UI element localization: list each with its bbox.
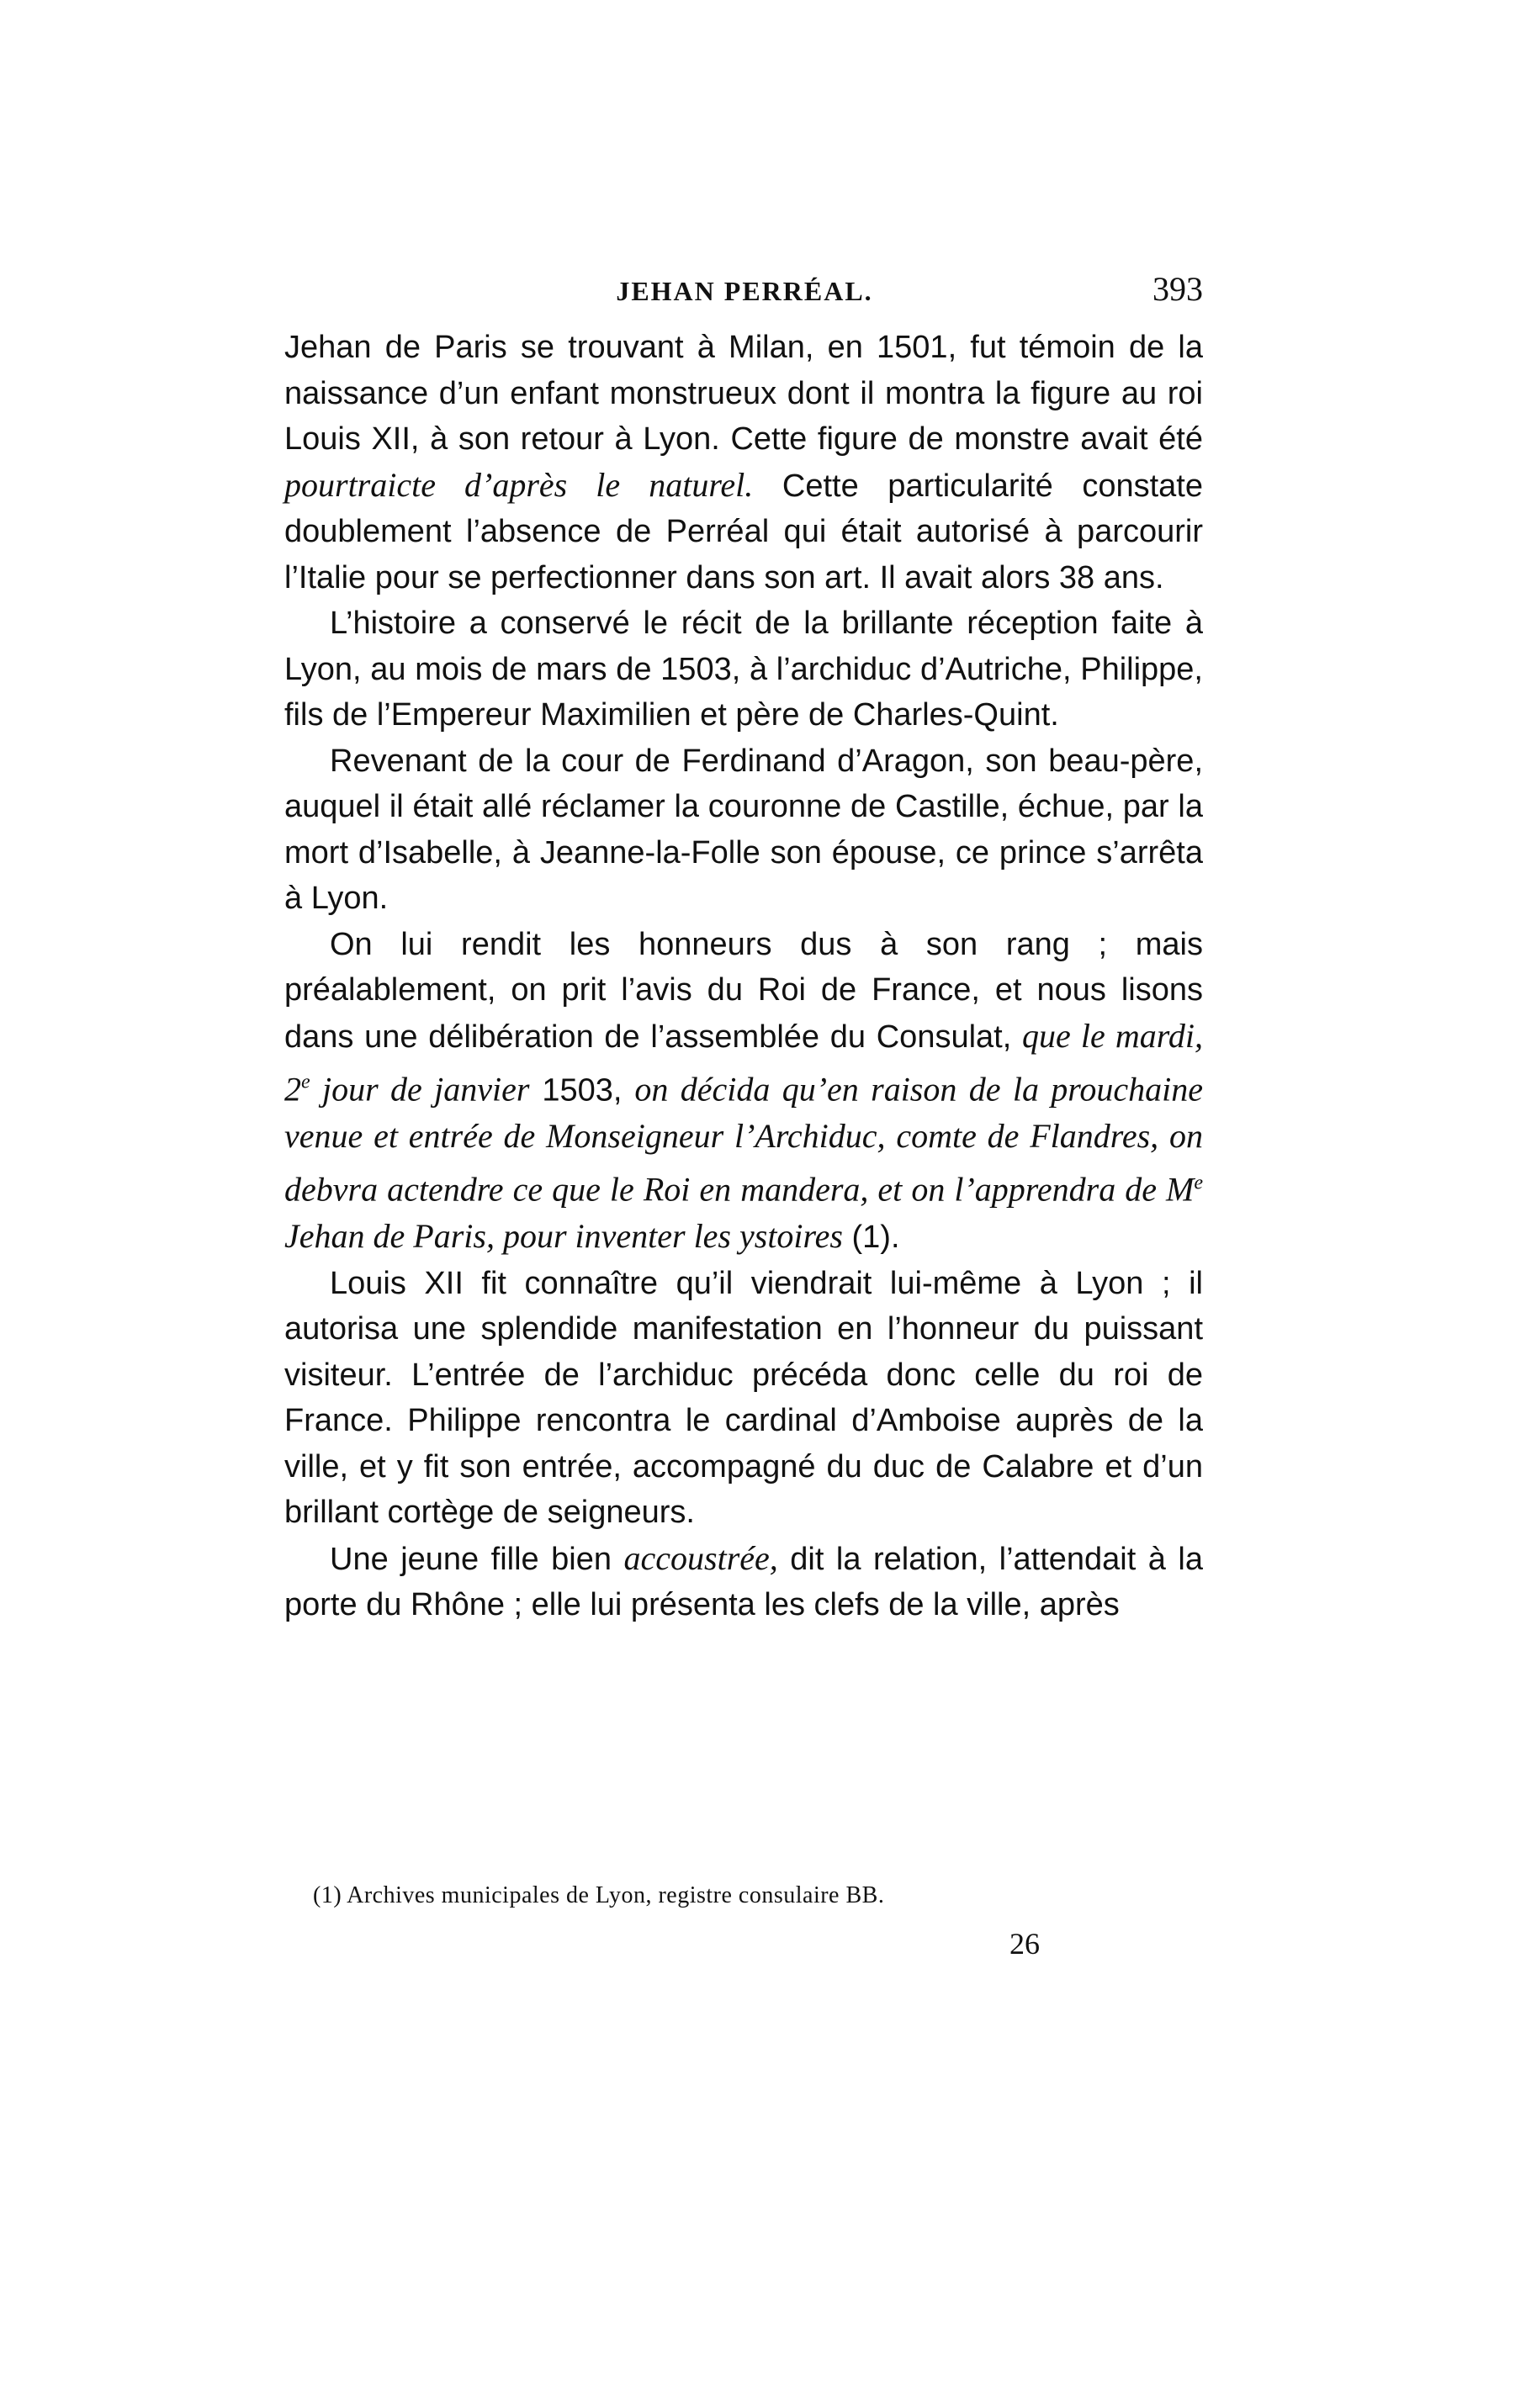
italic-text: e xyxy=(301,1072,310,1093)
paragraph xyxy=(284,325,1203,601)
text-run: Cette particularité constate doublement l’absence de Perréal qui était autorisé à parcourir l’Italie pour se perfectionner dans son art. Il avait alors 38 ans. xyxy=(284,468,1203,595)
page-number: 393 xyxy=(1152,270,1203,308)
text-run: Une jeune fille bien xyxy=(330,1541,624,1577)
running-title: JEHAN PERRÉAL. xyxy=(616,276,873,306)
italic-text: Jehan de Paris, pour inventer les ystoires xyxy=(284,1217,843,1256)
footnote: (1) Archives municipales de Lyon, registre consulaire BB. xyxy=(313,1882,885,1908)
text-run: Revenant de la cour de Ferdinand d’Aragon, son beau-père, auquel il était allé réclamer la couronne de Castille, échue, par la mort d’Isabelle, à Jeanne-la-Folle son épouse, ce prince s’arrêta à Lyon. xyxy=(284,743,1203,916)
paragraph xyxy=(284,922,1203,1261)
paragraph xyxy=(284,738,1203,922)
text-run: Louis XII fit connaître qu’il viendrait lui-même à Lyon ; il autorisa une splendide manifestation en l’honneur du puissant visiteur. L’entrée de l’archiduc précéda donc celle du roi de France. Philippe rencontra le cardinal d’Amboise auprès de la ville, et y fit son entrée, accompagné du duc de Calabre et d’un brillant cortège de seigneurs. xyxy=(284,1265,1203,1531)
text-run: 1503, xyxy=(529,1072,635,1109)
running-head xyxy=(286,270,1203,318)
signature-mark: 26 xyxy=(1009,1927,1040,1961)
text-run: Jehan de Paris se trouvant à Milan, en 1501, fut témoin de la naissance d’un enfant monstrueux dont il montra la figure au roi Louis XII, à son retour à Lyon. Cette figure de monstre avait été xyxy=(284,330,1203,457)
text-run: On lui rendit les honneurs dus à son rang ; mais préalablement, on prit l’avis du Roi de France, et nous lisons dans une délibération de l’assemblée du Consulat, xyxy=(284,926,1203,1055)
italic-text: accoustrée, xyxy=(623,1538,778,1577)
body-text xyxy=(284,325,1203,1628)
paragraph xyxy=(284,1261,1203,1536)
italic-text: on décida qu’en raison de la prouchaine venue et entrée de Monseigneur l’Archiduc, comte de Flandres, on debvra actendre ce que le Roi en mandera, et on l’apprendra de M xyxy=(284,1070,1204,1209)
italic-text: que le mardi, 2 xyxy=(284,1016,1203,1109)
text-run: (1). xyxy=(842,1220,900,1256)
text-run: L’histoire a conservé le récit de la brillante réception faite à Lyon, au mois de mars de 1503, à l’archiduc d’Autriche, Philippe, fils de l’Empereur Maximilien et père de Charles-Quint. xyxy=(284,606,1203,733)
italic-text: e xyxy=(1194,1172,1203,1194)
paragraph xyxy=(284,1536,1203,1628)
text-run: dit la relation, l’attendait à la porte du Rhône ; elle lui présenta les clefs de la ville, après xyxy=(284,1541,1204,1623)
italic-text: jour de janvier xyxy=(310,1070,530,1109)
italic-text: pourtraicte d’après le naturel. xyxy=(284,465,754,504)
paragraph xyxy=(284,601,1203,738)
